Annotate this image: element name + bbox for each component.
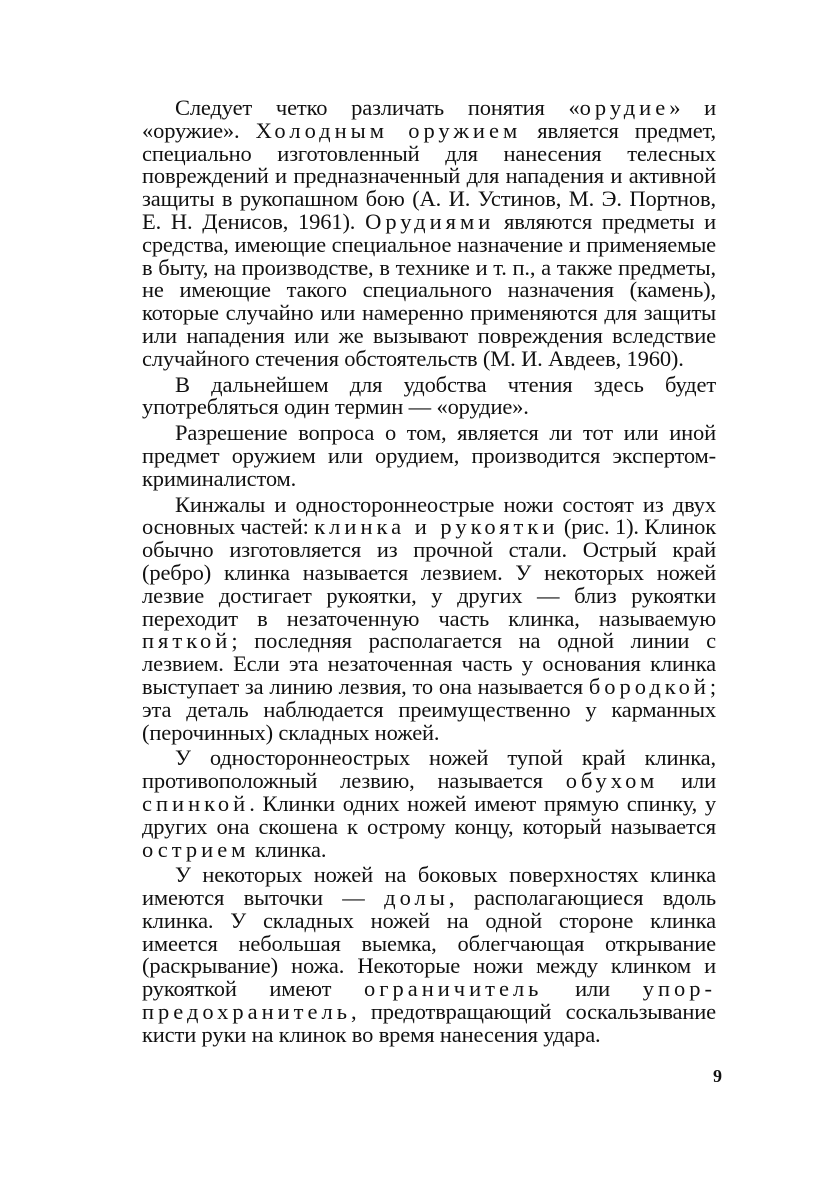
text-run: является предмет, специально изготовленный для нанесения телесных повреждений и предназначенный для нападения и активной защиты в рукопашном бою (А. И. Устинов, М. Э. Портнов, Е. Н. Денисов, 1961). bbox=[142, 117, 717, 234]
text-run: (рис. 1). Клинок обычно изготовляется из прочной стали. Острый край (ребро) клинка называется лезвием. У некоторых ножей лезвие достигает рукоятки, у других — близ рукоятки переходит в незаточенную часть клинка, называемую bbox=[142, 514, 716, 631]
emphasized-term: орудие bbox=[579, 95, 670, 120]
text-run: , располагающиеся вдоль клинка. У складных ножей на одной стороне клинка имеется небольшая выемка, облегчающая открывание (раскрывание) ножа. Некоторые ножи между клинком и рукояткой имеют bbox=[142, 885, 716, 1002]
text-run: или bbox=[542, 976, 643, 1002]
emphasized-term: ограничитель bbox=[363, 976, 543, 1002]
text-run: клинка. bbox=[249, 836, 327, 862]
page-number: 9 bbox=[713, 1066, 722, 1086]
emphasized-term: Орудиями bbox=[365, 208, 495, 234]
text-run: ; последняя располагается на одной линии с лезвием. Если эта незаточенная часть у основания клинка выступает за линию лезвия, то она называется bbox=[142, 628, 716, 699]
emphasized-term: обухом bbox=[565, 768, 659, 794]
text-run: В дальнейшем для удобства чтения здесь будет употребляться один термин — «орудие». bbox=[142, 371, 716, 420]
text-run: . Клинки одних ножей имеют прямую спинку, у других она скошена к острому концу, который называется bbox=[142, 790, 716, 839]
emphasized-term: острием bbox=[142, 836, 250, 862]
text-run: » и «оружие». bbox=[142, 95, 717, 143]
text-run: являются предметы и средства, имеющие специальное назначение и применяемые в быту, на производстве, в технике и т. п., а также предметы, не имеющие такого специального назначения (камень), которые случайно или намеренно применяются для защиты или нападения или же вызывают повреждения вследствие случайного стечения обстоятельств (М. И. Авдеев, 1960). bbox=[142, 208, 716, 371]
emphasized-term: долы bbox=[384, 885, 449, 911]
text-run: Разрешение вопроса о том, является ли тот или иной предмет оружием или орудием, производится экспертом-криминалистом. bbox=[142, 420, 716, 491]
emphasized-term: упор-предохранитель bbox=[142, 976, 716, 1025]
emphasized-term: бородкой bbox=[588, 673, 710, 699]
text-run: ; эта деталь наблюдается преимущественно у карманных (перочинных) складных ножей. bbox=[142, 673, 716, 745]
emphasized-term: спинкой bbox=[142, 790, 250, 816]
text-run: У некоторых ножей на боковых поверхностях клинка имеются выточки — bbox=[142, 862, 716, 911]
emphasized-term: клинка и рукоятки bbox=[314, 514, 559, 540]
text-run: Кинжалы и одностороннеострые ножи состоят из двух основных частей: bbox=[142, 491, 716, 540]
emphasized-term: пяткой bbox=[142, 628, 232, 654]
emphasized-term: Холодным оружием bbox=[255, 117, 522, 143]
text-run: , предотвращающий соскальзывание кисти руки на клинок во время нанесения удара. bbox=[142, 999, 716, 1047]
text-run: или bbox=[658, 768, 717, 794]
text-run: У одностороннеострых ножей тупой край клинка, противоположный лезвию, называется bbox=[142, 745, 716, 794]
paragraph bbox=[142, 97, 716, 371]
paragraph bbox=[142, 491, 716, 745]
paragraph bbox=[142, 371, 716, 420]
paragraph bbox=[142, 747, 716, 861]
paragraph bbox=[142, 422, 716, 490]
paragraph bbox=[142, 864, 716, 1046]
body-text bbox=[142, 97, 716, 1050]
text-run: Следует четко различать понятия « bbox=[175, 95, 580, 120]
